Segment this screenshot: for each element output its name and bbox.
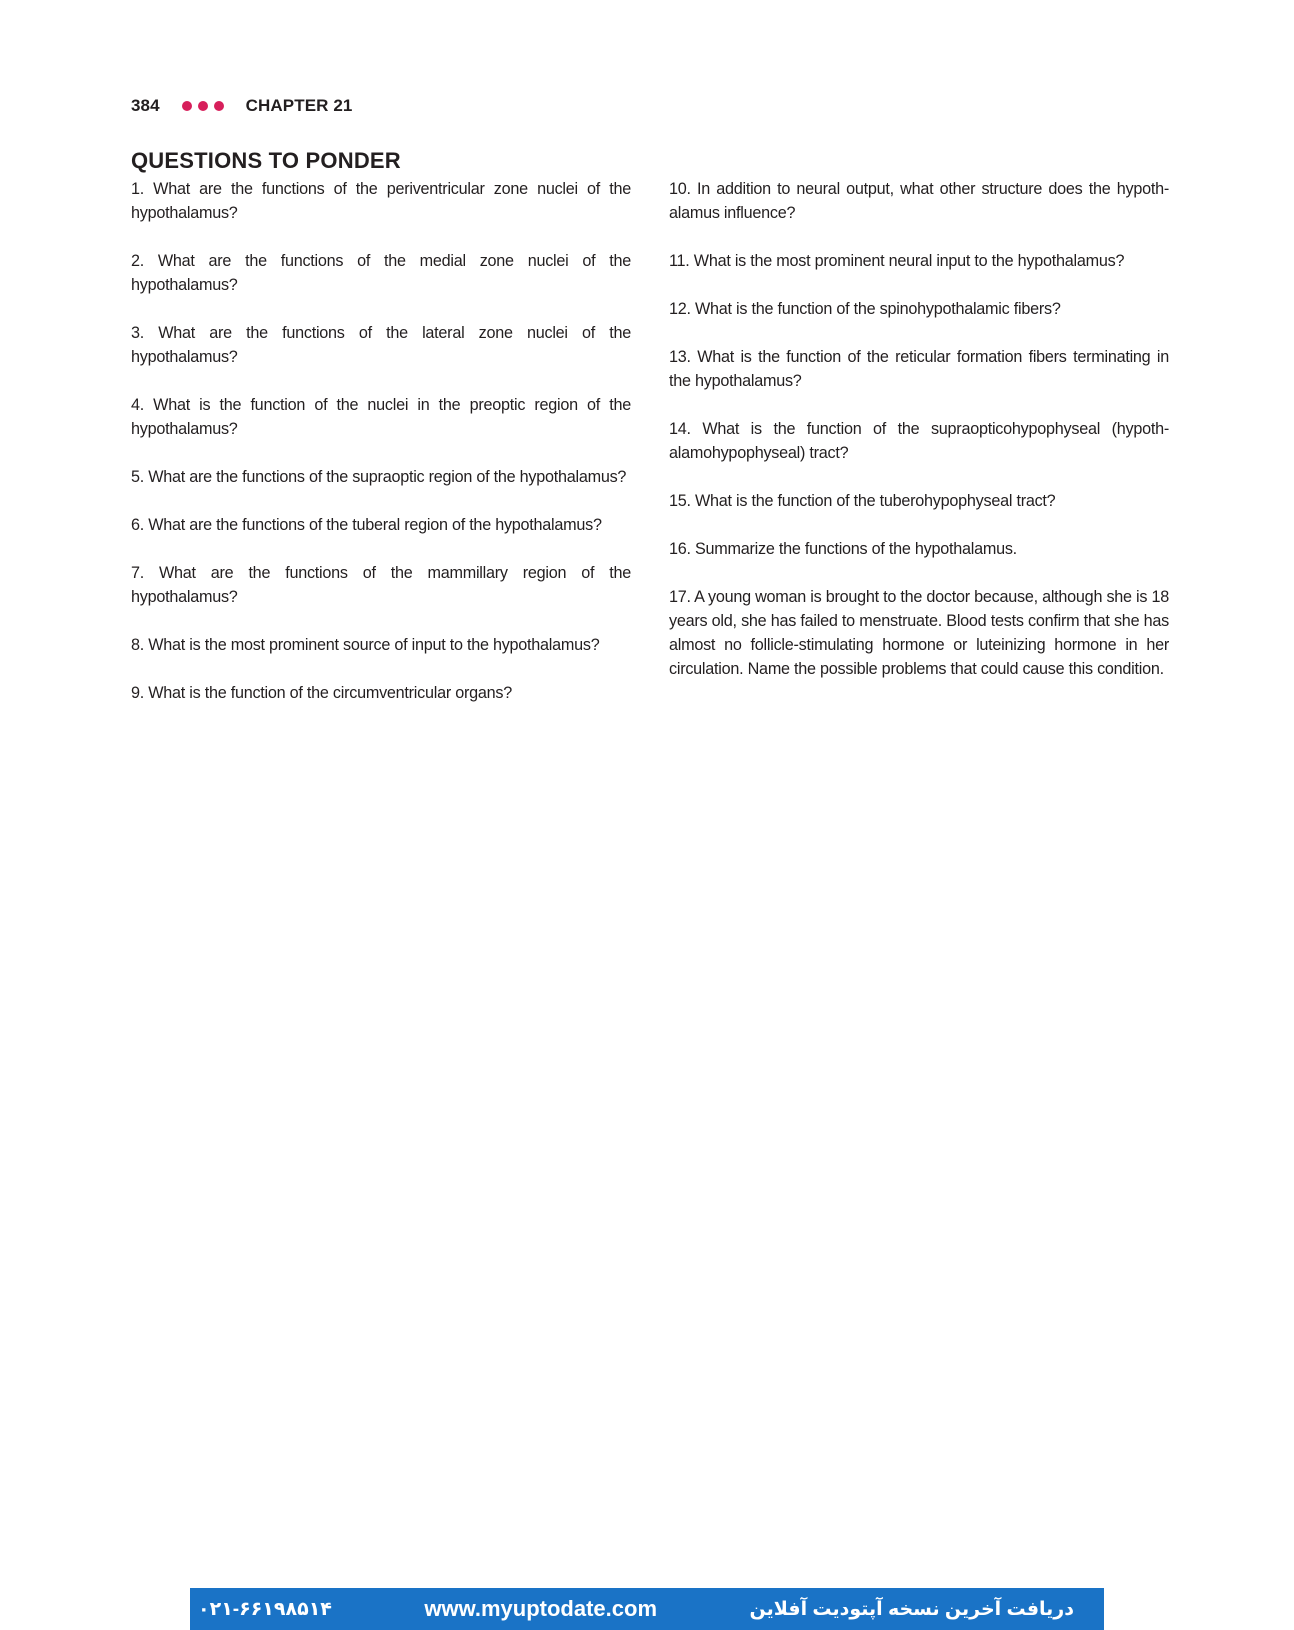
- question-item: 2. What are the functions of the medial zone nuclei of the hypothalamus?: [131, 252, 631, 294]
- question-item: 12. What is the function of the spinohypothalamic fibers?: [669, 300, 1061, 318]
- question-item: 6. What are the functions of the tuberal region of the hypothalamus?: [131, 516, 602, 534]
- question-item: 9. What is the function of the circumventricular organs?: [131, 684, 512, 702]
- page-header: [131, 96, 352, 116]
- question-item: 8. What is the most prominent source of input to the hypothalamus?: [131, 636, 600, 654]
- question-item: 7. What are the functions of the mammillary region of the hypothalamus?: [131, 564, 631, 606]
- chapter-label: CHAPTER 21: [245, 96, 353, 115]
- decorative-dots: [182, 101, 224, 111]
- questions-column-right: [669, 177, 1169, 705]
- dot-icon: [182, 101, 192, 111]
- question-item: 16. Summarize the functions of the hypothalamus.: [669, 540, 1017, 558]
- footer-url-link[interactable]: www.myuptodate.com: [424, 1596, 658, 1621]
- dot-icon: [198, 101, 208, 111]
- question-item: 1. What are the functions of the periventricular zone nuclei of the hypothalamus?: [131, 180, 631, 222]
- footer-phone: ۰۲۱-۶۶۱۹۸۵۱۴: [198, 1598, 332, 1620]
- question-item: 11. What is the most prominent neural input to the hypothalamus?: [669, 252, 1125, 270]
- question-item: 5. What are the functions of the supraoptic region of the hypothalamus?: [131, 468, 627, 486]
- dot-icon: [214, 101, 224, 111]
- page-number: 384: [131, 96, 160, 115]
- question-item: 3. What are the functions of the lateral zone nuclei of the hypothalamus?: [131, 324, 631, 366]
- questions-column-left: [131, 177, 631, 729]
- footer-persian-text: دریافت آخرین نسخه آپتودیت آفلاین: [749, 1598, 1074, 1620]
- question-item: 15. What is the function of the tuberohypophyseal tract?: [669, 492, 1056, 510]
- footer-banner: [190, 1588, 1104, 1630]
- question-item: 10. In addition to neural output, what other structure does the hypoth-alamus influence?: [669, 180, 1169, 222]
- question-item: 13. What is the function of the reticular formation fibers terminating in the hypothalamus?: [669, 348, 1169, 390]
- question-item: 17. A young woman is brought to the doctor because, although she is 18 years old, she has failed to menstruate. Blood tests confirm that she has almost no follicle-stimulating hormone or luteinizing hormone in her circulation. Name the possible problems that could cause this condition.: [669, 588, 1169, 678]
- question-item: 4. What is the function of the nuclei in the preoptic region of the hypothalamus?: [131, 396, 631, 438]
- question-item: 14. What is the function of the supraopticohypophyseal (hypoth-alamohypophyseal) tract?: [669, 420, 1169, 462]
- section-title: QUESTIONS TO PONDER: [131, 148, 401, 173]
